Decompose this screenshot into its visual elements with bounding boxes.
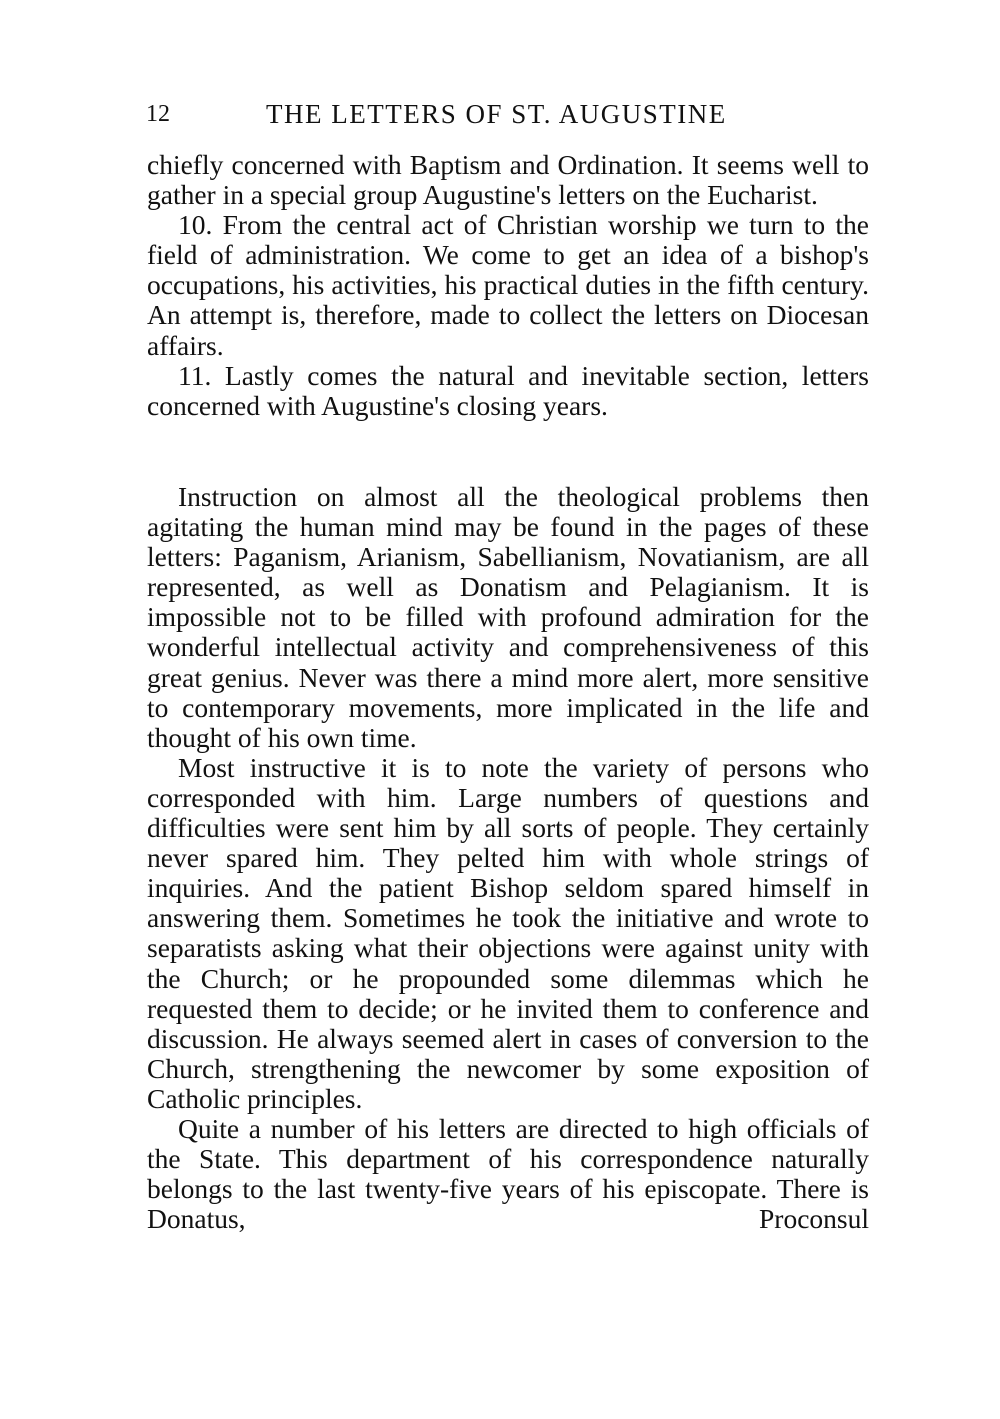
text-block-top [147, 150, 869, 421]
paragraph-officials: Quite a number of his letters are directed to high officials of the State. This department of his correspondence naturally belongs to the last twenty-five years of his episcopate. There is Donatus, Proconsul [147, 1112, 869, 1235]
paragraph-instruction: Instruction on almost all the theological problems then agitating the human mind may be found in the pages of these letters: Paganism, Arianism, Sabellianism, Novatianism, are all represented, as well as Donatism and Pelagianism. It is impossible not to be filled with profound admiration for the wonderful intellectual activity and comprehensiveness of this great genius. Never was there a mind more alert, more sensitive to contemporary movements, more implicated in the life and thought of his own time. [147, 481, 869, 753]
running-head [146, 96, 870, 132]
paragraph-item-10: 10. From the central act of Christian worship we turn to the field of administration. We come to get an idea of a bishop's occupations, his activities, his practical duties in the fifth century. An attempt is, therefore, made to collect the letters on Diocesan affairs. [147, 209, 869, 361]
paragraph-continuation: chiefly concerned with Baptism and Ordination. It seems well to gather in a special group Augustine's letters on the Eucharist. [147, 149, 869, 211]
paragraph-correspondents: Most instructive it is to note the variety of persons who corresponded with him. Large numbers of questions and difficulties were sent him by all sorts of people. They certainly never spared him. They pelted him with whole strings of inquiries. And the patient Bishop seldom spared himself in answering them. Sometimes he took the initiative and wrote to separatists asking what their objections were against unity with the Church; or he propounded some dilemmas which he requested them to decide; or he invited them to conference and discussion. He always seemed alert in cases of conversion to the Church, strengthening the newcomer by some exposition of Catholic principles. [147, 751, 869, 1114]
running-title: THE LETTERS OF ST. AUGUSTINE [266, 99, 727, 129]
page-number: 12 [146, 101, 170, 127]
text-block-bottom [147, 482, 869, 1234]
paragraph-item-11: 11. Lastly comes the natural and inevitable section, letters concerned with Augustine's closing years. [147, 359, 869, 421]
